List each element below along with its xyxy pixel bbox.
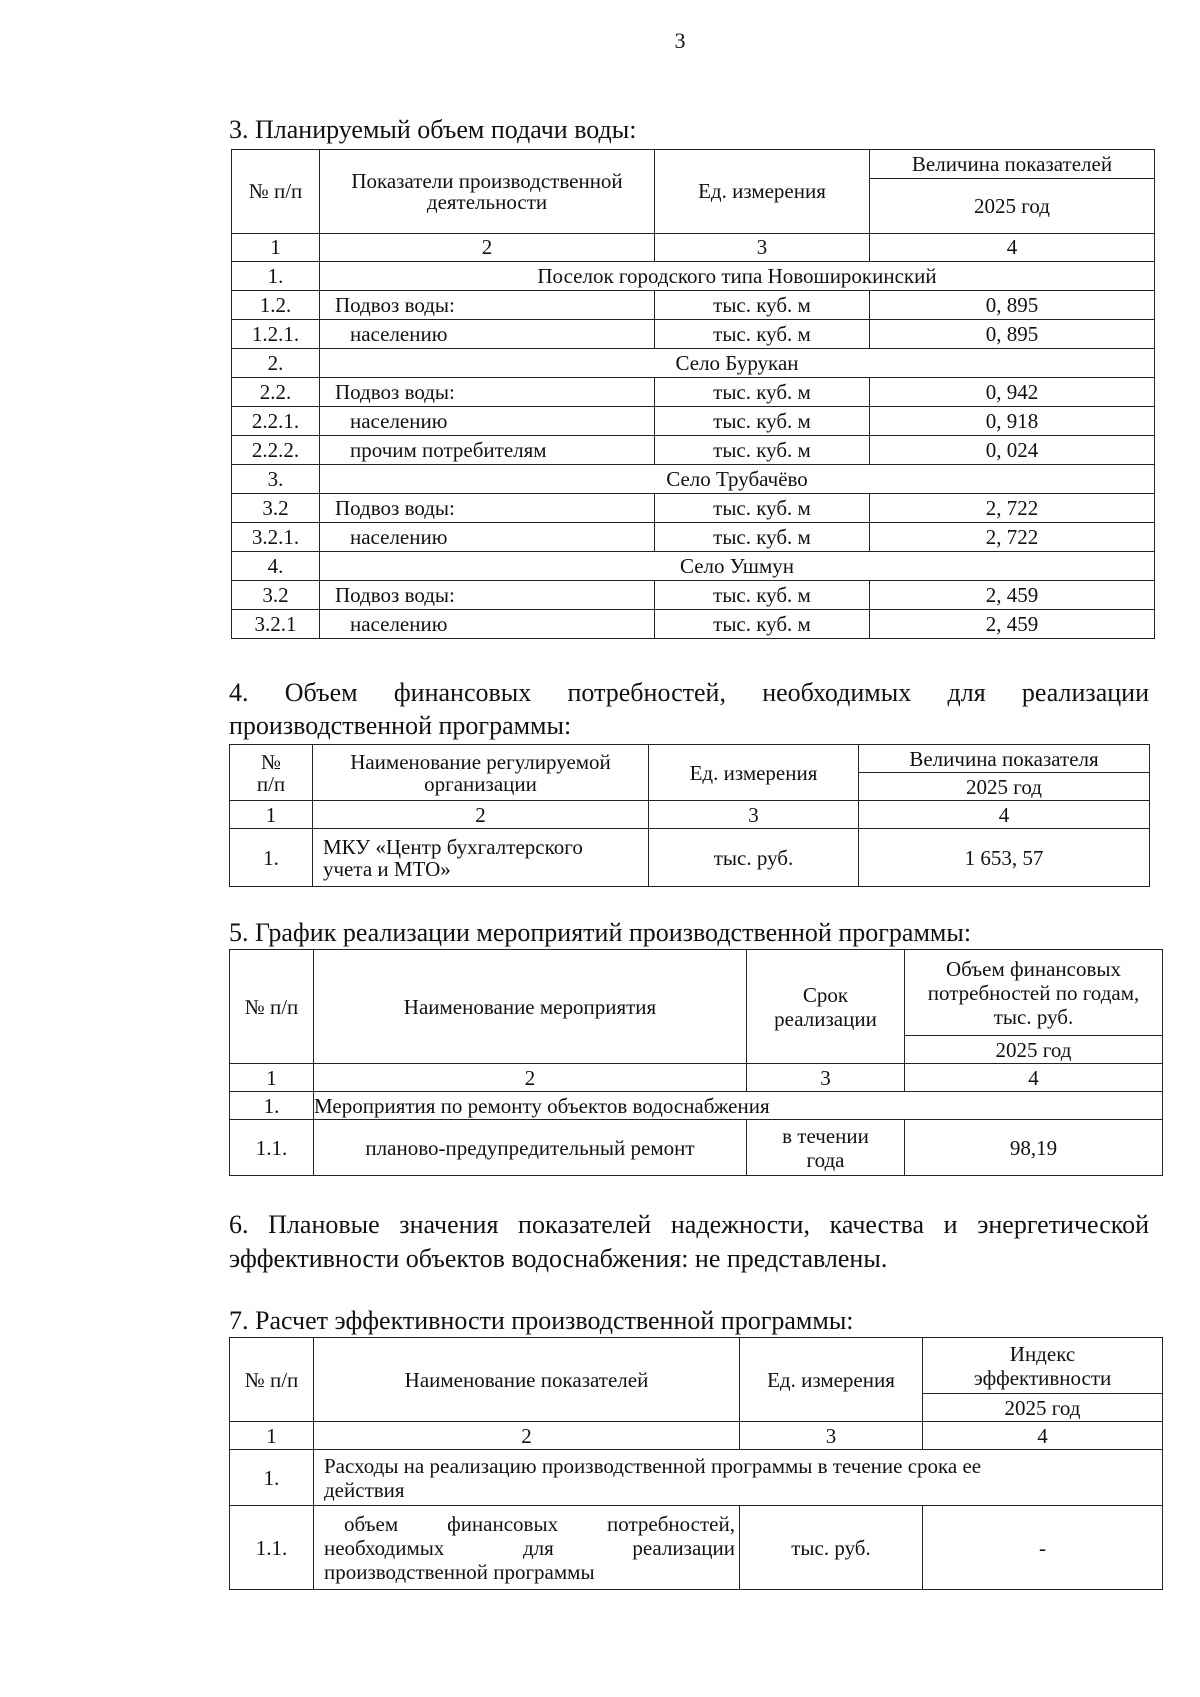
table-row	[232, 610, 1155, 639]
row-unit: тыс. куб. м	[655, 378, 870, 407]
header-org-line2: организации	[424, 771, 537, 796]
table-row	[232, 436, 1155, 465]
row-name	[314, 1506, 740, 1590]
column-number-row	[230, 801, 1150, 829]
row-value: 0, 895	[870, 320, 1155, 349]
row-num: 1.	[230, 829, 313, 887]
row-value: 0, 918	[870, 407, 1155, 436]
row-unit: тыс. куб. м	[655, 436, 870, 465]
col-number: 2	[320, 234, 655, 262]
table-row	[232, 291, 1155, 320]
col-number: 4	[905, 1064, 1163, 1092]
col-number: 4	[923, 1422, 1163, 1450]
header-num-line2: п/п	[256, 771, 286, 796]
column-number-row	[230, 1422, 1163, 1450]
col-number: 1	[230, 801, 313, 829]
row-value: -	[923, 1506, 1163, 1590]
table-row	[232, 494, 1155, 523]
col-number: 1	[232, 234, 320, 262]
row-num: 2.2.2.	[232, 436, 320, 465]
column-number-row	[230, 1064, 1163, 1092]
header-fin-line3: тыс. руб.	[993, 1004, 1074, 1029]
header-index	[923, 1338, 1163, 1394]
row-unit: тыс. куб. м	[655, 291, 870, 320]
row-unit: тыс. куб. м	[655, 407, 870, 436]
table-row	[230, 1120, 1163, 1176]
row-name: Подвоз воды:	[320, 494, 655, 523]
group-row	[232, 349, 1155, 378]
row-org-line2: учета и МТО»	[323, 856, 451, 881]
row-unit: тыс. руб.	[740, 1506, 923, 1590]
row-unit: тыс. куб. м	[655, 610, 870, 639]
header-year: 2025 год	[859, 773, 1150, 801]
col-number: 1	[230, 1422, 314, 1450]
group-name: Село Трубачёво	[320, 465, 1155, 494]
row-num: 1.	[230, 1092, 314, 1120]
page-number: 3	[674, 28, 686, 53]
group-name-line1: Расходы на реализацию производственной программы в течение срока ее	[324, 1453, 982, 1478]
row-value: 0, 024	[870, 436, 1155, 465]
row-value: 1 653, 57	[859, 829, 1150, 887]
header-unit: Ед. измерения	[740, 1338, 923, 1422]
group-name: Село Ушмун	[320, 552, 1155, 581]
row-name: Подвоз воды:	[320, 378, 655, 407]
header-year: 2025 год	[905, 1036, 1163, 1064]
row-unit: тыс. куб. м	[655, 581, 870, 610]
row-num: 1.2.	[232, 291, 320, 320]
header-unit: Ед. измерения	[649, 745, 859, 801]
header-term	[747, 950, 905, 1064]
header-num: № п/п	[230, 950, 314, 1064]
group-name: Поселок городского типа Новоширокинский	[320, 262, 1155, 291]
row-org-line1: МКУ «Центр бухгалтерского	[323, 834, 583, 859]
table-row	[232, 320, 1155, 349]
row-num: 4.	[232, 552, 320, 581]
water-supply-table	[231, 149, 1155, 639]
row-value: 0, 895	[870, 291, 1155, 320]
row-num: 2.2.	[232, 378, 320, 407]
header-num: № п/п	[232, 150, 320, 234]
row-name: Подвоз воды:	[320, 291, 655, 320]
row-term	[747, 1120, 905, 1176]
row-num: 1.1.	[230, 1506, 314, 1590]
col-number: 2	[314, 1064, 747, 1092]
row-value: 0, 942	[870, 378, 1155, 407]
row-unit: тыс. куб. м	[655, 494, 870, 523]
col-number: 2	[313, 801, 649, 829]
header-index-line1: Индекс	[1009, 1341, 1076, 1366]
table-row	[232, 378, 1155, 407]
section3-title: 3. Планируемый объем подачи воды:	[229, 115, 637, 144]
row-num: 3.2.1.	[232, 523, 320, 552]
section6-line2: эффективности объектов водоснабжения: не представлены.	[229, 1244, 888, 1273]
row-name: населению	[320, 407, 655, 436]
header-name: Наименование мероприятия	[314, 950, 747, 1064]
row-org	[313, 829, 649, 887]
row-num: 3.2	[232, 581, 320, 610]
row-num: 3.	[232, 465, 320, 494]
row-num: 1.2.1.	[232, 320, 320, 349]
group-name: Мероприятия по ремонту объектов водоснабжения	[314, 1092, 1163, 1120]
schedule-table	[229, 949, 1163, 1176]
group-name	[314, 1450, 1163, 1506]
section6-line1: 6. Плановые значения показателей надежности, качества и энергетической	[229, 1210, 1149, 1239]
row-term-line1: в течении	[782, 1123, 869, 1148]
header-indicator: Показатели производственной деятельности	[320, 150, 655, 234]
table-row	[230, 1506, 1163, 1590]
column-number-row	[232, 234, 1155, 262]
row-value: 2, 459	[870, 581, 1155, 610]
group-name-line2: действия	[324, 1477, 405, 1502]
header-index-line2: эффективности	[973, 1365, 1112, 1390]
group-name: Село Бурукан	[320, 349, 1155, 378]
row-term-line2: года	[806, 1147, 845, 1172]
header-name: Наименование показателей	[314, 1338, 740, 1422]
row-value: 2, 459	[870, 610, 1155, 639]
table-row	[232, 523, 1155, 552]
row-name: прочим потребителям	[320, 436, 655, 465]
row-value: 2, 722	[870, 494, 1155, 523]
col-number: 1	[230, 1064, 314, 1092]
header-term-line1: Срок	[802, 982, 849, 1007]
row-num: 2.2.1.	[232, 407, 320, 436]
header-org-line1: Наименование регулируемой	[350, 749, 611, 774]
row-unit: тыс. куб. м	[655, 320, 870, 349]
header-org	[313, 745, 649, 801]
row-name: Подвоз воды:	[320, 581, 655, 610]
group-row	[230, 1450, 1163, 1506]
section4-title-line1: 4. Объем финансовых потребностей, необходимых для реализации	[229, 678, 1149, 707]
row-num: 3.2	[232, 494, 320, 523]
col-number: 3	[740, 1422, 923, 1450]
col-number: 4	[859, 801, 1150, 829]
row-name: населению	[320, 610, 655, 639]
header-num	[230, 745, 313, 801]
row-name-line1: объем финансовых потребностей,	[344, 1511, 735, 1536]
efficiency-table	[229, 1337, 1163, 1590]
header-unit: Ед. измерения	[655, 150, 870, 234]
table-row	[232, 407, 1155, 436]
row-num: 1.1.	[230, 1120, 314, 1176]
section7-title: 7. Расчет эффективности производственной программы:	[229, 1306, 854, 1335]
table-row	[232, 581, 1155, 610]
section4-title-line2: производственной программы:	[229, 711, 572, 740]
row-unit: тыс. руб.	[649, 829, 859, 887]
section5-title: 5. График реализации мероприятий производственной программы:	[229, 918, 972, 947]
header-num-line1: №	[260, 749, 282, 774]
header-term-line2: реализации	[774, 1006, 877, 1031]
row-value: 2, 722	[870, 523, 1155, 552]
table-row	[230, 829, 1150, 887]
row-unit: тыс. куб. м	[655, 523, 870, 552]
group-row	[232, 262, 1155, 291]
header-value: Величина показателя	[859, 745, 1150, 773]
header-fin	[905, 950, 1163, 1036]
row-name-line3: производственной программы	[324, 1559, 595, 1584]
row-name: населению	[320, 523, 655, 552]
col-number: 4	[870, 234, 1155, 262]
row-num: 2.	[232, 349, 320, 378]
group-row	[232, 552, 1155, 581]
financial-needs-table	[229, 744, 1150, 887]
group-row	[232, 465, 1155, 494]
row-value: 98,19	[905, 1120, 1163, 1176]
header-fin-line1: Объем финансовых	[945, 956, 1122, 981]
row-name: населению	[320, 320, 655, 349]
row-num: 1.	[230, 1450, 314, 1506]
header-fin-line2: потребностей по годам,	[927, 980, 1140, 1005]
header-year: 2025 год	[923, 1394, 1163, 1422]
row-name-line2: необходимых для реализации	[324, 1535, 735, 1560]
row-num: 1.	[232, 262, 320, 291]
col-number: 2	[314, 1422, 740, 1450]
row-name: планово-предупредительный ремонт	[314, 1120, 747, 1176]
header-year: 2025 год	[870, 179, 1155, 234]
col-number: 3	[655, 234, 870, 262]
header-num: № п/п	[230, 1338, 314, 1422]
group-row	[230, 1092, 1163, 1120]
col-number: 3	[747, 1064, 905, 1092]
row-num: 3.2.1	[232, 610, 320, 639]
col-number: 3	[649, 801, 859, 829]
header-value: Величина показателей	[870, 150, 1155, 179]
